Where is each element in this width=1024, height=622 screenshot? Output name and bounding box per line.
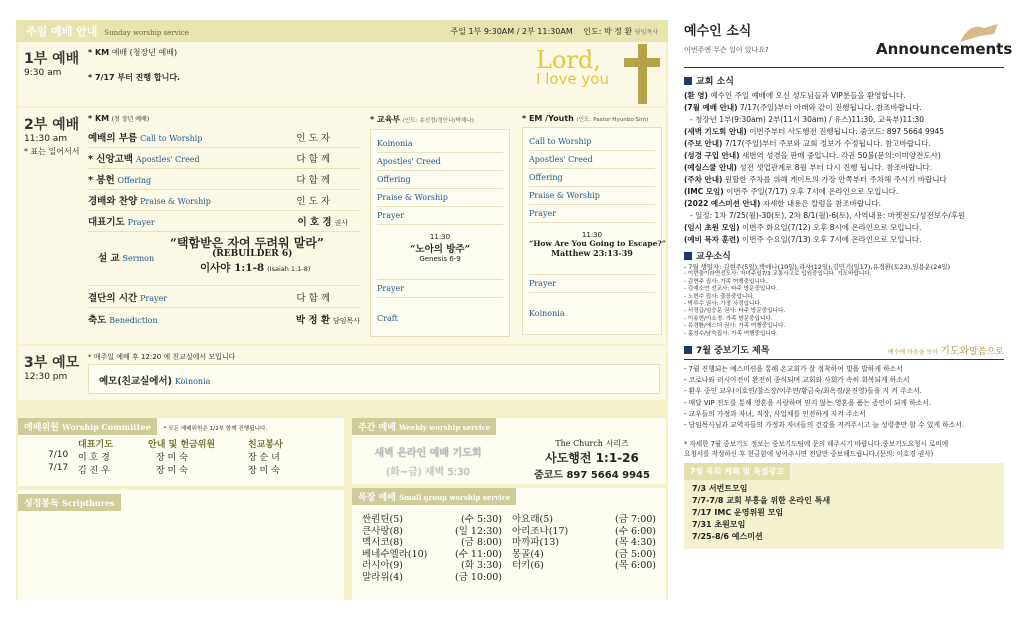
edu-item: Prayer (377, 207, 503, 225)
km-label: * KM (88, 48, 110, 57)
church-news-head: 교회 소식 (684, 74, 1004, 87)
sermon-title: “택함받은 자여 두려워 말라” (170, 236, 324, 250)
em-item: Call to Worship (529, 128, 655, 151)
small-group: 목장 예배 Small group worship service 싼퀀틴(5) (수 5:30) 큰사랑(8) (일 12:30) 멕시코(8) (금 8:00) 베네수엘라(10) (수 11:00) 러시아(9) (화 3:30) 말라위(4) (금 10:00) 아요래(5) (금 7:00) 아리조나(17) (수 6:00) 마까파(13) (목 4:30) 몽골(4) (금 5:00) 터키(6) (목 6:00) (352, 488, 666, 600)
em-item: Koinonia (529, 309, 565, 318)
service-1-name: 1부 예배 (24, 51, 80, 67)
love-text: I love you (536, 70, 609, 88)
order-item: 축도 Benediction 박 정 환 담임목사 (88, 315, 360, 326)
member-news-list: - 7월 생일자: 김현주(5일),박애나(10일),리사(12일),김민기(일17),유경환(토23),임용운(24일) - 이번출이라면전도사: 자녀주일7/3 교통사고로 입원중입니다. 기도바랍니다. - 김현주 집사: 가족 여행중입니다. - 김예소연 선교사: 타주 방문중입니다. - 노현수 집사: 출장중입니다. - 박루수 권사: 가정 사정입니다. - 서정급/임승문 권사: 타주 방문중입니다. - 이송현/이소정: 가족 방문중입니다. - 유경환/에스더 권사: 가족 여행중입니다. - 홍성수/남숙집사: 가족 여행중입니다. (684, 263, 951, 337)
figure-icon (950, 20, 1002, 46)
committee: 예배위원 Worship Committee * 모든 예배위원은 1/2부 함께 진행됩니다. 대표기도 안내 및 헌금위원 친교봉사 7/10 이 호 경 장 미 숙 장 순 녀 7/17 김 진 우 장 미 숙 장 미 숙 (18, 418, 344, 486)
em-item: Apostles' Creed (529, 151, 655, 169)
news-title: 예수인 소식 (684, 24, 752, 39)
leader-title: 담임목사 (634, 28, 658, 36)
leader: 인도: 박 정 환 (583, 26, 633, 36)
news-subtitle: 이번주엔 무슨 일이 있나요? (684, 46, 769, 54)
edu-item: Prayer (377, 279, 503, 298)
order-item: 결단의 시간 Prayer 다 함 께 (88, 286, 360, 308)
edu-item: Offering (377, 171, 503, 189)
em-column: * EM /Youth (인도: Pastor Hyunbo Sim) Call to Worship Apostles' Creed Offering Praise & Worship Prayer 11:30 “How Are You Going to Escape?” Matthew 23:13-39 Prayer Koinonia (522, 114, 662, 335)
service-3-name: 3부 예모 (24, 355, 80, 371)
right-panel (684, 20, 1013, 610)
sunday-title: 주일 예배 안내 (26, 25, 98, 38)
sunday-title-en: Sunday worship service (104, 29, 189, 37)
lord-text: Lord, (536, 46, 601, 74)
edu-column: * 교육부 (인도: 송선정/정안나/박해나) Koinonia Apostles' Creed Offering Praise & Worship Prayer 11:30 “노아의 방주” Genesis 6-9 Prayer Craft (370, 114, 510, 337)
edu-item: Koinonia (377, 130, 503, 153)
edu-item: Praise & Worship (377, 189, 503, 207)
sermon-ref: 이사야 1:1-8 (200, 262, 265, 274)
member-news-head: 교우소식 (684, 249, 1004, 262)
sermon-block: 설 교 Sermon “택함받은 자여 두려워 말라” (REBUILDER 6) 이사야 1:1-8 (Isaiah 1:1-8) (88, 232, 360, 286)
stand-note: * 표는 일어서서 (24, 147, 80, 156)
service-3-time: 12:30 pm (24, 372, 68, 382)
koinonia-en: Koinonia (174, 377, 211, 386)
service-1-note: * 7/17 부터 진행 합니다. (88, 73, 181, 82)
km-head: * KM (88, 114, 110, 123)
weekly-service: 주간 예배 Weekly worship service 새벽 온라인 예배 기도회 (화~금) 새벽 5:30 The Church 시리즈 사도행전 1:1-26 줌코드 897 5664 9945 (352, 418, 666, 484)
announcements-brand: Announcements (876, 40, 1013, 58)
em-item: Prayer (529, 205, 655, 223)
scripture: 성경봉독 Scripthures (18, 490, 344, 600)
order-item: * 봉헌 Offering 다 함 께 (88, 169, 360, 190)
prayer-list: - 7월 진행되는 예스미션을 통해 온교회가 잘 정착하여 빛을 발하게 하소서 - 코로나와 러시아전이 완전히 종식되며 교회와 사회가 속히 회복되게 하소서 - 환우 중인 교우(이호연/찰스장/이주연/황금숙/최옥경/윤진영)들을 지 켜 주소서. - 매달 VIP 전도를 통해 영혼을 사랑하며 믿지 않는 영혼을 품는 증인이 되게 하소서. - 교우들의 가정과 자녀, 직장, 사업체를 인전하게 지켜 주소서 - 담임목사님과 교역자들의 가정과 자녀들의 건강을 지켜주시고 늘 성령충만 할 수 있게 하소서. (684, 365, 965, 430)
cross-icon (624, 44, 660, 104)
service-times: 주일 1부 9:30AM / 2부 11:30AM (450, 26, 573, 36)
events-box: 7월 목회 계획 및 특별광고 7/3 서번트모임 7/7-7/8 교회 부흥을 위한 온라인 특새 7/17 IMC 운영위원 모임 7/31 초원모임 7/25-8/6 예스미션 (684, 463, 1004, 549)
em-item: Offering (529, 169, 655, 187)
km-sub: (청 장년 예배) (111, 116, 150, 123)
order-item: 예배의 부름 Call to Worship 인 도 자 (88, 127, 360, 148)
service-2-time: 11:30 am (24, 134, 68, 144)
em-item: Praise & Worship (529, 187, 655, 205)
em-item: Prayer (529, 274, 655, 293)
prayer-note: * 자세한 7월 중보기도 정보는 중보기도팀에 문의 해주시기 바랍니다.중보기도요청시 로비에 요청서를 작성하신 후 헌금함에 넣어주시면 전달만 중보해드립니다.(문의: 이호경 권사) (684, 440, 949, 459)
prayer-head: 7월 중보기도 제목 (684, 343, 769, 356)
order-item: 경배와 찬양 Praise & Worship 인 도 자 (88, 190, 360, 211)
order-item: * 신앙고백 Apostles' Creed 다 함 께 (88, 148, 360, 169)
prayer-slogan: 예수에 마음을 모아 기도와말씀으로 (887, 346, 1004, 358)
km-desc: 예배 (청장년 예배) (111, 48, 178, 57)
sunday-header (16, 20, 668, 42)
service-1-time: 9:30 am (24, 68, 62, 78)
edu-item: Craft (377, 314, 398, 323)
church-news-list: (환 영) 예수인 주일 예배에 오신 성도님들과 VIP분들을 환영합니다. (7월 예배 안내) 7/17(주일)부터 아래와 같이 진행됩니다. 참조바랍니다. - 청장년 1부(9:30am) 2부(11시 30am) / 유스)11:30, 교육부)11:30 (새벽 기도회 안내) 이번주부터 사도행전 진행됩니다. 줌코드: 897 5664 9945 (주보 안내) 7/17(주일)부터 주보와 교회 정보가 수정됩니다. 참고바랍니다. (성경 구입 안내) 새번역 성경을 판매 중입니다. 각권 50불(문의:이미양전도사) (예실스쿨 안내) 성전 셋업관계로 8월 부터 다시 진행 됩니다. 참조바랍니다. (주차 안내) 원할한 주차를 위해 게이트의 가장 안쪽부터 주차해 주시기 바랍니다 (IMC 모임) 이번주 주일(7/17) 오후 7시에 온라인으로 모입니다. (2022 예스미션 안내) 자세한 내용은 칼럼을 참조바랍니다. - 일정: 1차 7/25(월)-30(토), 2차 8/1(월)-6(토), 사역내용: 마켓전도/성전보수/후원 (임시 초원 모임) 이번주 화요일(7/12) 오후 8시에 온라인으로 모입니다. (예비 목자 훈련) 이번주 수요일(7/13) 오후 7시에 온라인으로 모입니다. (684, 91, 966, 244)
sermon-sub: (REBUILDER 6) (212, 249, 293, 259)
service-2-name: 2부 예배 (24, 117, 80, 133)
order-item: 대표기도 Prayer 이 호 경 권사 (88, 211, 360, 232)
koinonia-ko: 예모(친교실에서) (99, 376, 172, 387)
service-3-note: * 매주일 예배 후 12:20 에 친교실에서 모입니다 (88, 353, 236, 361)
service-1 (18, 42, 666, 106)
edu-item: Apostles' Creed (377, 153, 503, 171)
